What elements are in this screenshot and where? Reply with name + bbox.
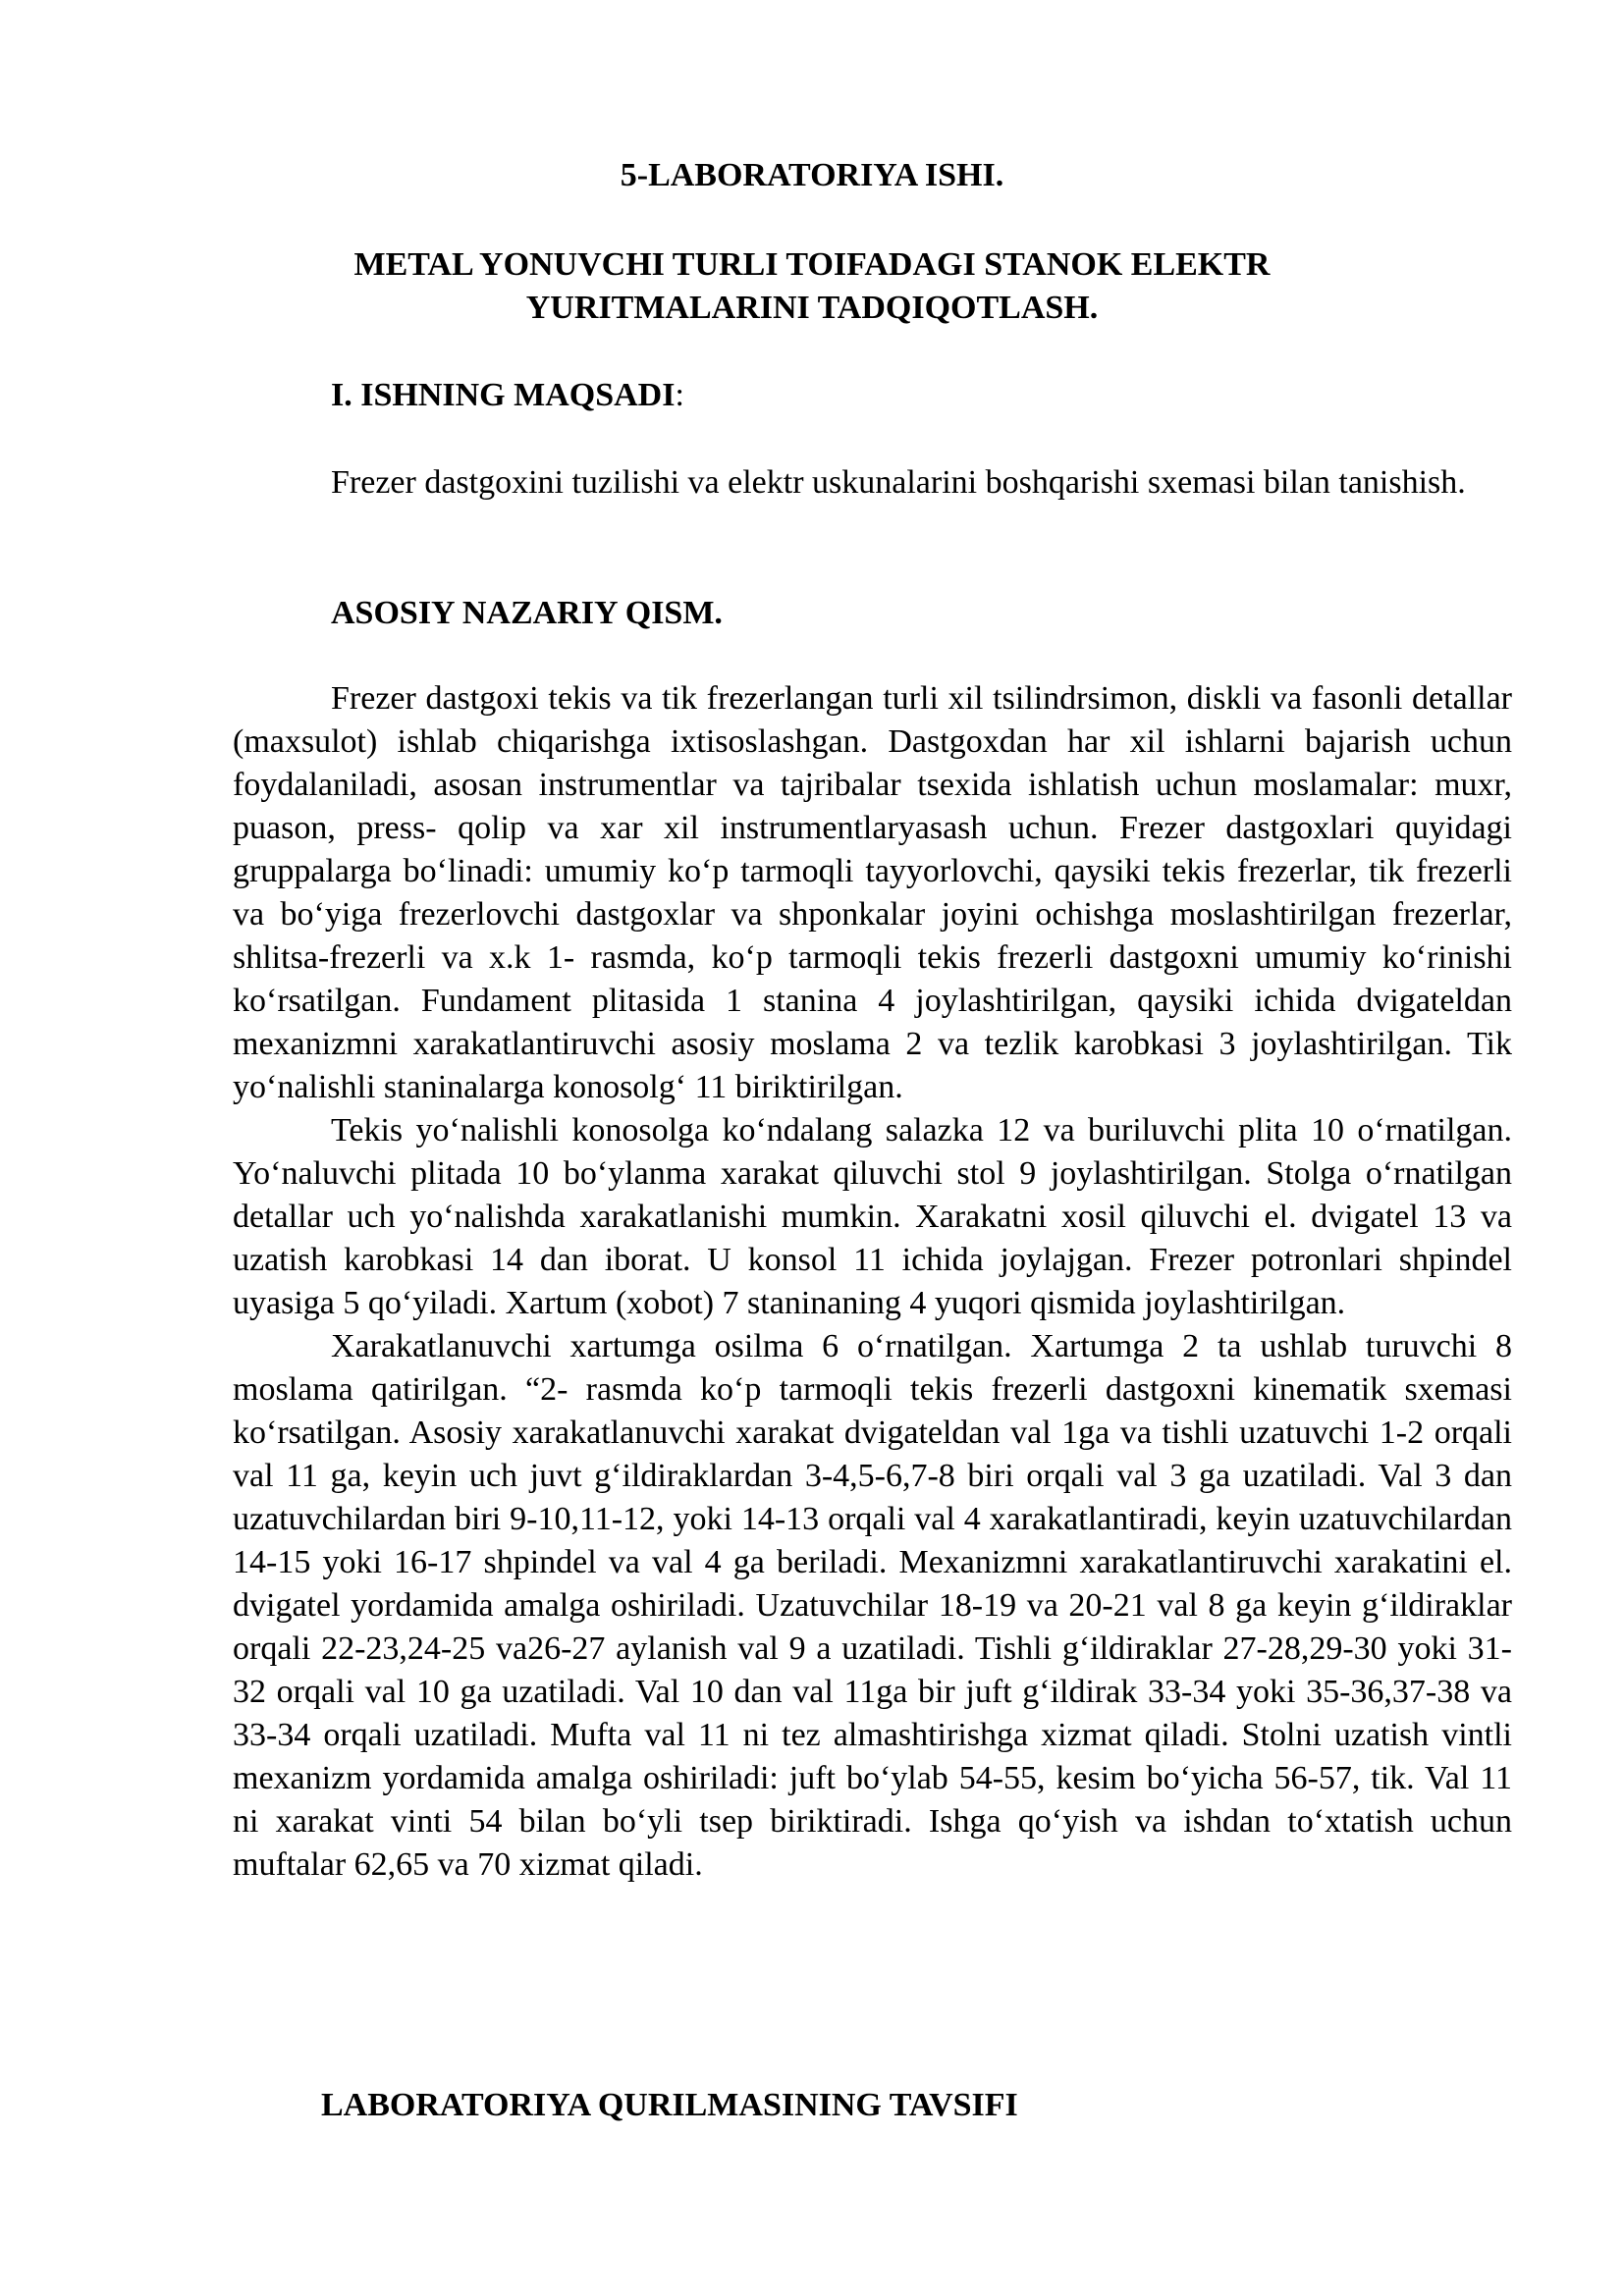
theory-paragraph-2: Tekis yo‘nalishli konosolga ko‘ndalang salazka 12 va buriluvchi plita 10 o‘rnatilgan. Yo‘naluvchi plitada 10 bo‘ylanma xarakat qiluvchi stol 9 joylashtirilgan. Stolga o‘rnatilgan detallar uch yo‘nalishda xarakatlanishi mumkin. Xarakatni xosil qiluvchi el. dvigatel 13 va uzatish karobkasi 14 dan iborat. U konsol 11 ichida joylajgan. Frezer potronlari shpindel uyasiga 5 qo‘yiladi. Xartum (xobot) 7 staninaning 4 yuqori qismida joylashtirilgan. [233, 1112, 1512, 1321]
section-equipment-heading: LABORATORIYA QURILMASINING TAVSIFI [321, 2087, 1018, 2123]
section-purpose-title: I. ISHNING MAQSADI [331, 377, 676, 413]
section-purpose-heading [331, 374, 684, 417]
main-title-line-1: METAL YONUVCHI TURLI TOIFADAGI STANOK ELEKTR [353, 246, 1271, 283]
section-purpose-colon: : [675, 377, 684, 413]
purpose-paragraph: Frezer dastgoxini tuzilishi va elektr uskunalarini boshqarishi sxemasi bilan tanishish. [331, 464, 1466, 501]
purpose-paragraph-block [233, 461, 1512, 505]
theory-paragraph-3: Xarakatlanuvchi xartumga osilma 6 o‘rnatilgan. Xartumga 2 ta ushlab turuvchi 8 moslama qatirilgan. “2- rasmda ko‘p tarmoqli tekis frezerli dastgoxni kinematik sxemasi ko‘rsatilgan. Asosiy xarakatlanuvchi xarakat dvigateldan val 1ga va tishli uzatuvchi 1-2 orqali val 11 ga, keyin uch juvt g‘ildiraklardan 3-4,5-6,7-8 biri orqali val 3 ga uzatiladi. Val 3 dan uzatuvchilardan biri 9-10,11-12, yoki 14-13 orqali val 4 xarakatlantiradi, keyin uzatuvchilardan 14-15 yoki 16-17 shpindel va val 4 ga beriladi. Mexanizmni xarakatlantiruvchi xarakatini el. dvigatel yordamida amalga oshiriladi. Uzatuvchilar 18-19 va 20-21 val 8 ga keyin g‘ildiraklar orqali 22-23,24-25 va26-27 aylanish val 9 a uzatiladi. Tishli g‘ildiraklar 27-28,29-30 yoki 31-32 orqali val 10 ga uzatiladi. Val 10 dan val 11ga bir juft g‘ildirak 33-34 yoki 35-36,37-38 va 33-34 orqali uzatiladi. Mufta val 11 ni tez almashtirishga xizmat qiladi. Stolni uzatish vintli mexanizm yordamida amalga oshiriladi: juft bo‘ylab 54-55, kesim bo‘yicha 56-57, tik. Val 11 ni xarakat vinti 54 bilan bo‘yli tsep biriktiradi. Ishga qo‘yish va ishdan to‘xtatish uchun muftalar 62,65 va 70 xizmat qiladi. [233, 1328, 1512, 1883]
theory-paragraph-1: Frezer dastgoxi tekis va tik frezerlangan turli xil tsilindrsimon, diskli va fasonli detallar (maxsulot) ishlab chiqarishga ixtisoslashgan. Dastgoxdan har xil ishlarni bajarish uchun foydalaniladi, asosan instrumentlar va tajribalar tsexida ishlatish uchun moslamalar: muxr, puason, press- qolip va xar xil instrumentlaryasash uchun. Frezer dastgoxlari quyidagi gruppalarga bo‘linadi: umumiy ko‘p tarmoqli tayyorlovchi, qaysiki tekis frezerlar, tik frezerli va bo‘yiga frezerlovchi dastgoxlar va shponkalar joyini ochishga moslashtirilgan frezerlar, shlitsa-frezerli va x.k 1- rasmda, ko‘p tarmoqli tekis frezerli dastgoxni umumiy ko‘rinishi ko‘rsatilgan. Fundament plitasida 1 stanina 4 joylashtirilgan, qaysiki ichida dvigateldan mexanizmni xarakatlantiruvchi asosiy moslama 2 va tezlik karobkasi 3 joylashtirilgan. Tik yo‘nalishli staninalarga konosolg‘ 11 biriktirilgan. [233, 680, 1512, 1105]
theory-text-block [233, 677, 1512, 1887]
lab-title: 5-LABORATORIYA ISHI. [620, 157, 1004, 193]
section-theory-heading: ASOSIY NAZARIY QISM. [331, 595, 723, 631]
main-title-line-2: YURITMALARINI TADQIQOTLASH. [525, 290, 1099, 326]
